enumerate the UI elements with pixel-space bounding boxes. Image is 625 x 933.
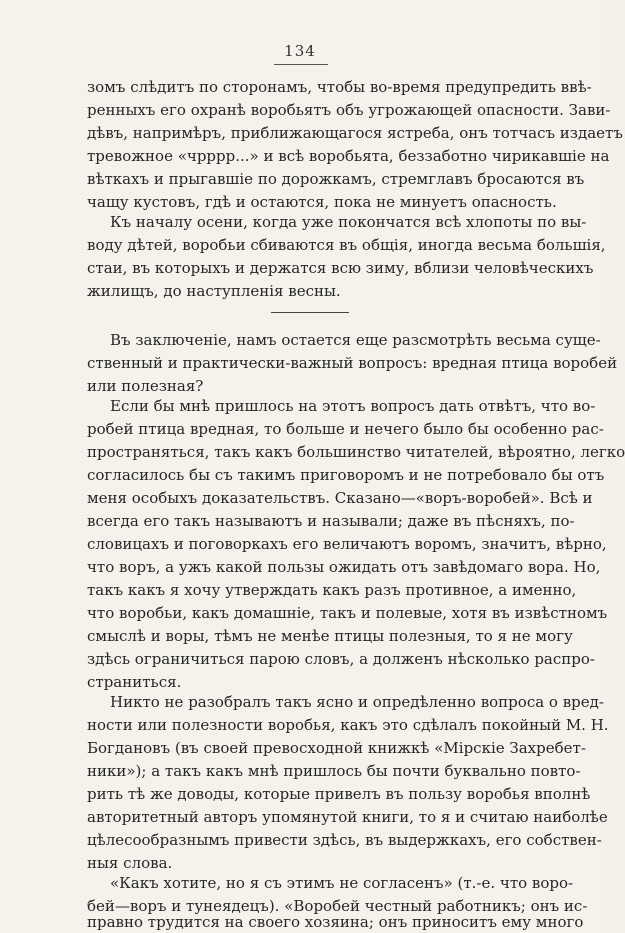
text-line: вѣткахъ и прыгавшіе по дорожкамъ, стремглавъ бросаются въ	[87, 170, 585, 188]
text-line: Къ началу осени, когда уже покончатся всѣ хлопоты по вы-	[110, 213, 587, 231]
text-line: воду дѣтей, воробьи сбиваются въ общія, иногда весьма большія,	[87, 236, 606, 254]
text-line: тревожное «чрррр...» и всѣ воробьята, беззаботно чирикавшіе на	[87, 147, 610, 165]
text-line: согласилось бы съ такимъ приговоромъ и не потребовало бы отъ	[87, 466, 605, 484]
text-line: бей—воръ и тунеядецъ). «Воробей честный работникъ; онъ ис-	[87, 897, 588, 915]
section-separator	[271, 312, 349, 313]
text-line: что воробьи, какъ домашніе, такъ и полевые, хотя въ извѣстномъ	[87, 604, 608, 622]
page-number-rule	[274, 64, 328, 65]
text-line: ныя слова.	[87, 854, 173, 872]
text-line: такъ какъ я хочу утверждать какъ разъ противное, а именно,	[87, 581, 577, 599]
text-line: ренныхъ его охранѣ воробьятъ объ угрожающей опасности. Зави-	[87, 101, 611, 119]
text-line: Если бы мнѣ пришлось на этотъ вопросъ дать отвѣтъ, что во-	[110, 397, 596, 415]
text-line: меня особыхъ доказательствъ. Сказано—«воръ-воробей». Всѣ и	[87, 489, 593, 507]
text-line: Въ заключеніе, намъ остается еще разсмотрѣть весьма суще-	[110, 331, 601, 349]
page-number: 134	[284, 42, 316, 60]
text-line: ники»); а такъ какъ мнѣ пришлось бы почти буквально повто-	[87, 762, 581, 780]
text-line: зомъ слѣдитъ по сторонамъ, чтобы во-время предупредить ввѣ-	[87, 78, 592, 96]
text-line: пространяться, такъ какъ большинство читателей, вѣроятно, легко	[87, 443, 625, 461]
text-line: цѣлесообразнымъ привести здѣсь, въ выдержкахъ, его собствен-	[87, 831, 602, 849]
text-line: что воръ, а ужъ какой пользы ожидать отъ завѣдомаго вора. Но,	[87, 558, 601, 576]
text-line: чащу кустовъ, гдѣ и остаются, пока не минуетъ опасность.	[87, 193, 557, 211]
text-line: Богдановъ (въ своей превосходной книжкѣ «Мірскіе Захребет-	[87, 739, 586, 757]
text-line: смыслѣ и воры, тѣмъ не менѣе птицы полезныя, то я не могу	[87, 627, 573, 645]
text-line: «Какъ хотите, но я съ этимъ не согласенъ» (т.-е. что воро-	[110, 874, 574, 892]
text-line: робей птица вредная, то больше и нечего было бы особенно рас-	[87, 420, 604, 438]
text-line: здѣсь ограничиться парою словъ, а долженъ нѣсколько распро-	[87, 650, 595, 668]
text-line: жилищъ, до наступленія весны.	[87, 282, 341, 300]
text-line: Никто не разобралъ такъ ясно и опредѣленно вопроса о вред-	[110, 693, 604, 711]
text-line: рить тѣ же доводы, которые привелъ въ пользу воробья вполнѣ	[87, 785, 591, 803]
text-line: словицахъ и поговоркахъ его величаютъ воромъ, значитъ, вѣрно,	[87, 535, 607, 553]
text-line: или полезная?	[87, 377, 204, 395]
text-line: ственный и практически-важный вопросъ: вредная птица воробей	[87, 354, 618, 372]
text-line: ности или полезности воробья, какъ это сдѣлалъ покойный М. Н.	[87, 716, 609, 734]
text-line: всегда его такъ называютъ и называли; даже въ пѣсняхъ, по-	[87, 512, 575, 530]
text-line: авторитетный авторъ упомянутой книги, то я и считаю наиболѣе	[87, 808, 608, 826]
text-line: стаи, въ которыхъ и держатся всю зиму, вблизи человѣческихъ	[87, 259, 594, 277]
text-line: страниться.	[87, 673, 182, 691]
text-line: правно трудится на своего хозяина; онъ приноситъ ему много	[87, 913, 584, 931]
text-line: дѣвъ, напримѣръ, приближающагося ястреба, онъ тотчасъ издаетъ	[87, 124, 623, 142]
